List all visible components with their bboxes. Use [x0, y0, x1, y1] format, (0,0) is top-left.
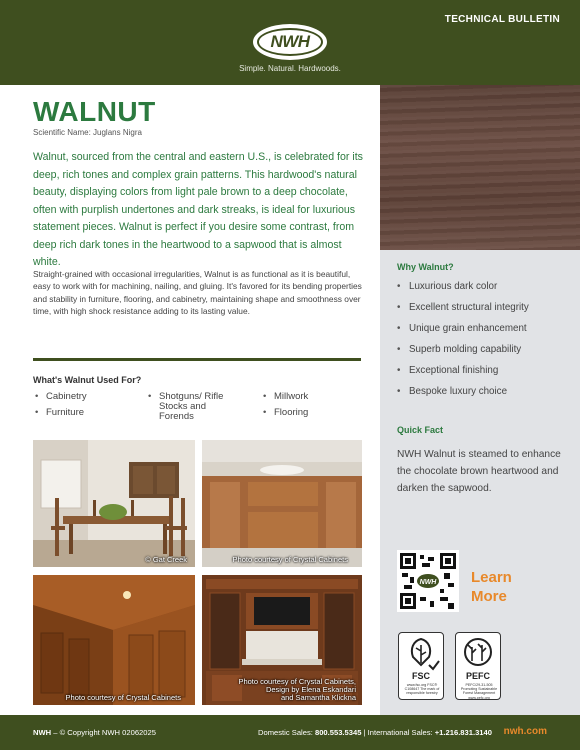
list-item: • Unique grain enhancement [397, 323, 529, 344]
list-item: • Bespoke luxury choice [397, 386, 529, 407]
list-item: • Millwork [263, 392, 363, 402]
logo-oval [257, 28, 323, 56]
photo-vanity [202, 440, 362, 567]
photo-media-cabinet [202, 575, 362, 705]
bulletin-label: TECHNICAL BULLETIN [444, 14, 560, 25]
svg-text:NWH: NWH [419, 579, 437, 586]
list-item: • Cabinetry [35, 392, 145, 402]
list-item: • Flooring [263, 408, 363, 418]
walnut-wood-sample [380, 85, 580, 250]
copyright-text: – © Copyright NWH 02062025 [51, 728, 156, 737]
intro-paragraph: Walnut, sourced from the central and eastern U.S., is celebrated for its deep, rich tones and complex grain patterns. This hardwood's natural beauty, displaying colors from light pale brown to a deep chocolate, often with purplish undertones and dark streaks, is ideal for luxurious statement pieces. Walnut is perfect if you desire some contrast, from deep rich dark tones in the heartwood to a sapwood that is almost white. [33, 151, 363, 268]
list-item: • Superb molding capability [397, 344, 529, 365]
uses-heading: What's Walnut Used For? [33, 375, 142, 385]
photo-caption: © Gat Creek [145, 555, 187, 564]
tagline: Simple. Natural. Hardwoods. [239, 64, 341, 73]
list-item: • Exceptional finishing [397, 365, 529, 386]
qr-code-icon [400, 553, 456, 609]
why-list [397, 281, 529, 407]
page-title: WALNUT [33, 96, 156, 127]
footer-brand: NWH [33, 728, 52, 737]
section-divider [33, 358, 361, 361]
learn-more-line: Learn [471, 569, 512, 586]
photo-caption [238, 678, 356, 702]
fsc-badge [398, 632, 444, 700]
photo-paneled-room [33, 575, 195, 705]
body-paragraph: Straight-grained with occasional irregularities, Walnut is as functional as it is beautiful, easy to work with for machining, nailing, and gluing. It's favored for its bending properties and stability in furniture, flooring, and cabinetry, maintaining shape and smoothness over time, with high shock resistance adding to its lasting value. [33, 269, 362, 316]
photo-caption: Photo courtesy of Crystal Cabinets [65, 693, 181, 702]
footer-copyright [33, 728, 156, 737]
caption-line: Photo courtesy of Crystal Cabinets, [238, 677, 356, 686]
domestic-phone[interactable]: 800.553.5345 [314, 728, 362, 737]
uses-list-col3 [263, 392, 363, 424]
list-item: • Luxurious dark color [397, 281, 529, 302]
caption-line: Design by Elena Eskandari [265, 685, 356, 694]
photo-dining-table [33, 440, 195, 567]
list-item: • Shotguns/ Rifle Stocks and Forends [148, 392, 240, 422]
list-item: • Excellent structural integrity [397, 302, 529, 323]
intl-label: | International Sales: [361, 728, 435, 737]
qr-code[interactable] [397, 550, 459, 612]
quick-fact-text: NWH Walnut is steamed to enhance the chocolate brown heartwood and darken the sapwood. [397, 449, 561, 494]
fsc-label: FSC [412, 671, 430, 681]
pefc-badge [455, 632, 501, 700]
pefc-fine-print: PEFC/29-31-505 Promoting Sustainable Forest Management www.pefc.org [460, 683, 498, 700]
caption-line: and Samantha Klickna [280, 693, 356, 702]
dining-room-illustration [33, 440, 195, 567]
logo-text: NWH [270, 32, 310, 51]
footer [0, 715, 580, 750]
learn-more-link[interactable] [471, 568, 512, 606]
pefc-label: PEFC [465, 671, 490, 681]
domestic-label: Domestic Sales: [258, 728, 315, 737]
paneled-room-illustration [33, 575, 195, 705]
uses-list-col1 [35, 392, 145, 424]
quick-fact-heading: Quick Fact [397, 425, 444, 435]
nwh-logo[interactable] [253, 24, 327, 60]
footer-sales [258, 728, 492, 737]
list-item: • Furniture [35, 408, 145, 418]
fsc-tree-icon [399, 635, 443, 671]
fsc-fine-print: www.fsc.org FSC® C108647 The mark of responsible forestry [404, 683, 440, 696]
why-heading: Why Walnut? [397, 262, 454, 272]
scientific-name: Scientific Name: Juglans Nigra [33, 128, 142, 137]
uses-list-col2 [148, 392, 258, 428]
vanity-illustration [202, 440, 362, 567]
website-link[interactable]: nwh.com [503, 726, 547, 737]
pefc-trees-icon [456, 635, 500, 671]
learn-more-line: More [471, 588, 507, 605]
photo-caption: Photo courtesy of Crystal Cabinets [232, 555, 348, 564]
intl-phone[interactable]: +1.216.831.3140 [434, 728, 492, 737]
header-band [0, 0, 580, 85]
